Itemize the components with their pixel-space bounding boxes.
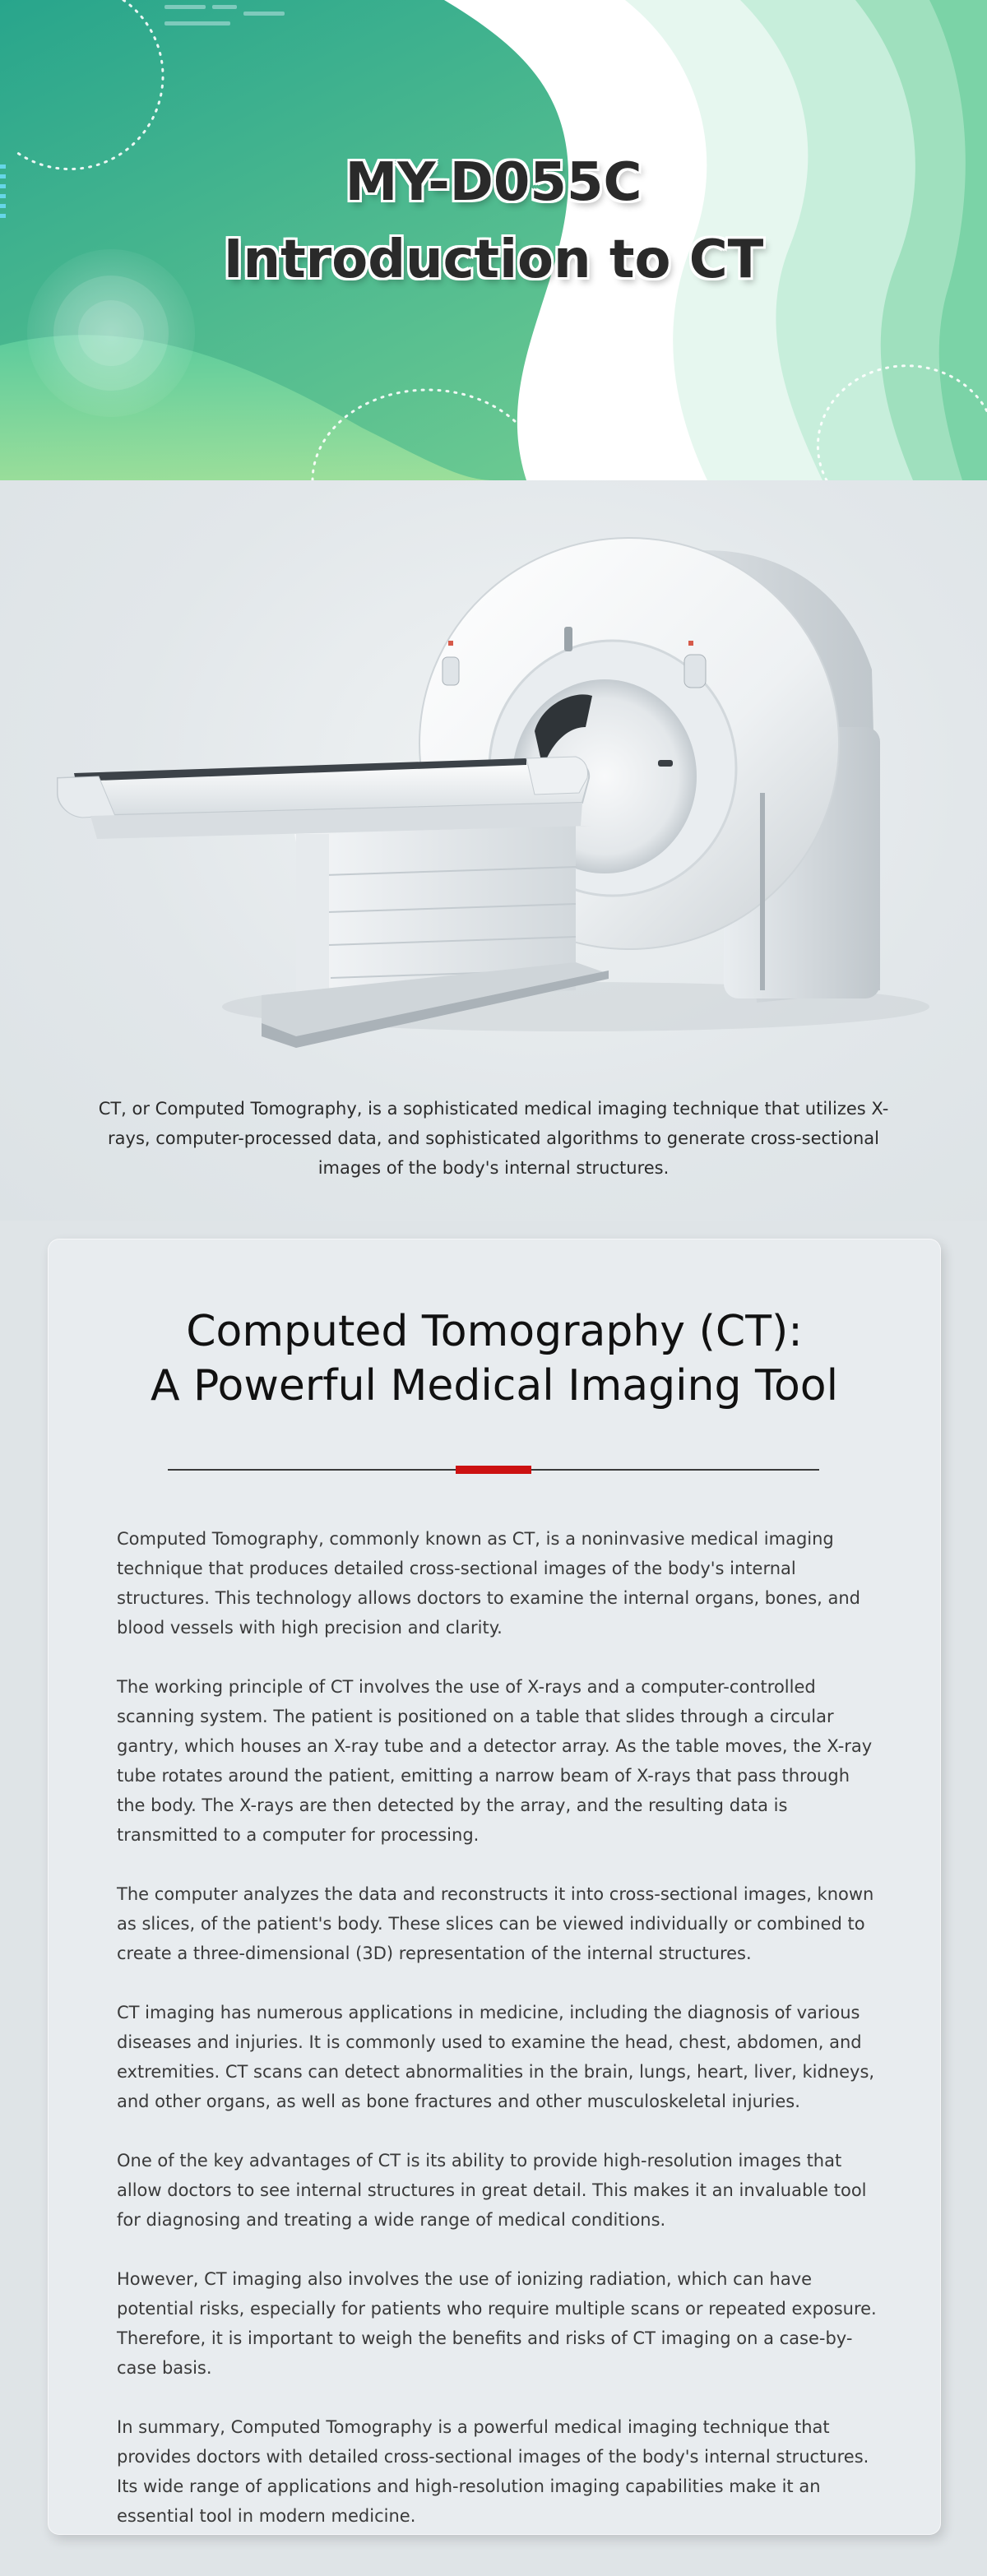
body-paragraph: The computer analyzes the data and reconstructs it into cross-sectional images, known as slices, of the patient's body. These slices can be viewed individually or combined to create a three-dimensional (3D) representation of the internal structures. <box>117 1884 874 1963</box>
hero-title <box>0 144 987 299</box>
body-paragraph: Computed Tomography, commonly known as CT, is a noninvasive medical imaging technique that produces detailed cross-sectional images of the body's internal structures. This technology allows doctors to examine the internal organs, bones, and blood vessels with high precision and clarity. <box>117 1529 861 1638</box>
hero-banner <box>0 0 987 480</box>
card-title-line1: Computed Tomography (CT): <box>186 1307 803 1356</box>
hero-title-subject: Introduction to CT <box>223 229 764 290</box>
hero-title-model: MY-D055C <box>345 152 642 213</box>
title-divider-accent <box>456 1466 531 1474</box>
intro-paragraph: CT, or Computed Tomography, is a sophisticated medical imaging technique that utilizes X-rays, computer-processed data, and sophisticated algorithms to generate cross-sectional images of the body's internal structures. <box>98 1099 889 1178</box>
body-paragraph: In summary, Computed Tomography is a powerful medical imaging technique that provides doctors with detailed cross-sectional images of the body's internal structures. Its wide range of applications and high-resolution imaging capabilities make it an essential tool in modern medicine. <box>117 2417 869 2526</box>
body-paragraph: CT imaging has numerous applications in medicine, including the diagnosis of various diseases and injuries. It is commonly used to examine the head, chest, abdomen, and extremities. CT scans can detect abnormalities in the brain, lungs, heart, liver, kidneys, and other organs, as well as bone fractures and other musculoskeletal injuries. <box>117 2003 875 2111</box>
article-body <box>117 1524 882 2560</box>
info-card <box>48 1239 941 2535</box>
body-paragraph: One of the key advantages of CT is its ability to provide high-resolution images that allow doctors to see internal structures in great detail. This makes it an invaluable tool for diagnosing and treating a wide range of medical conditions. <box>117 2151 867 2230</box>
body-paragraph: The working principle of CT involves the use of X-rays and a computer-controlled scanning system. The patient is positioned on a table that slides through a circular gantry, which houses an X-ray tube and a detector array. As the table moves, the X-ray tube rotates around the patient, emitting a narrow beam of X-rays that pass through the body. The X-rays are then detected by the array, and the resulting data is transmitted to a computer for processing. <box>117 1677 873 1845</box>
card-title-line2: A Powerful Medical Imaging Tool <box>150 1361 839 1411</box>
body-paragraph: However, CT imaging also involves the use of ionizing radiation, which can have potential risks, especially for patients who require multiple scans or repeated exposure. Therefore, it is important to weigh the benefits and risks of CT imaging on a case-by-case basis. <box>117 2269 877 2378</box>
card-title <box>48 1304 941 1413</box>
